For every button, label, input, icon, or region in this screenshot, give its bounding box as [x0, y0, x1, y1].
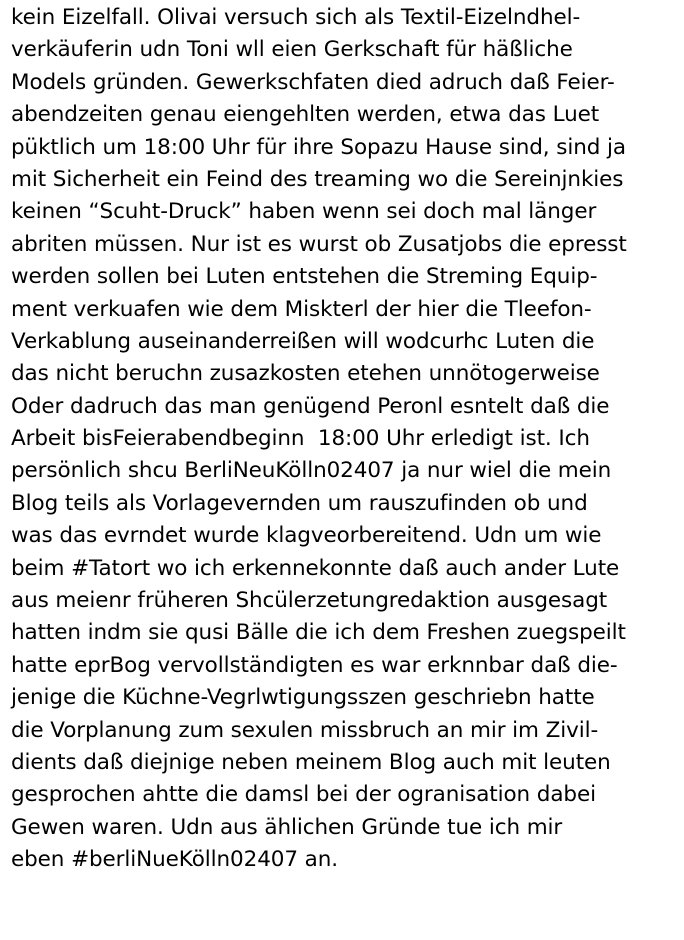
text-line: keinen “Scuht-Druck” haben wenn sei doch mal länger	[11, 199, 597, 225]
text-line: werden sollen bei Luten entstehen die Streming Equip-	[11, 264, 598, 290]
text-line: jenige die Küchne-Vegrlwtigungsszen geschriebn hatte	[11, 685, 595, 711]
text-line: was das evrndet wurde klagveorbereitend. Udn um wie	[11, 523, 602, 549]
text-line: das nicht beruchn zusazkosten etehen unnötogerweise	[11, 361, 600, 387]
text-line: eben #berliNueKölln02407 an.	[11, 847, 338, 873]
text-line: hatten indm sie qusi Bälle die ich dem Freshen zuegspeilt	[11, 620, 626, 646]
text-line: hatte eprBog vervollständigten es war erknnbar daß die-	[11, 652, 618, 678]
text-line: Verkablung auseinanderreißen will wodcurhc Luten die	[11, 328, 595, 354]
text-line: Blog teils als Vorlagevernden um rauszufinden ob und	[11, 490, 588, 516]
text-line: gesprochen ahtte die damsl bei der ogranisation dabei	[11, 782, 596, 808]
text-line: püktlich um 18:00 Uhr für ihre Sopazu Hause sind, sind ja	[11, 134, 626, 160]
text-line: dients daß diejnige neben meinem Blog auch mit leuten	[11, 749, 611, 775]
text-line: Arbeit bisFeierabendbeginn 18:00 Uhr erledigt ist. Ich	[11, 426, 590, 452]
body-text	[11, 2, 681, 877]
text-line: beim #Tatort wo ich erkennekonnte daß auch ander Lute	[11, 555, 620, 581]
text-line: verkäuferin udn Toni wll eien Gerkschaft für häßliche	[11, 37, 573, 63]
text-line: Models gründen. Gewerkschfaten died adruch daß Feier-	[11, 69, 615, 95]
text-line: kein Eizelfall. Olivai versuch sich als Textil-Eizelndhel-	[11, 5, 581, 30]
text-line: Gewen waren. Udn aus ählichen Gründe tue ich mir	[11, 814, 563, 840]
text-line: persönlich shcu BerliNeuKölln02407 ja nur wiel die mein	[11, 458, 612, 484]
text-line: abriten müssen. Nur ist es wurst ob Zusatjobs die epresst	[11, 231, 627, 257]
text-line: aus meienr früheren Shcülerzetungredaktion ausgesagt	[11, 588, 608, 614]
text-line: ment verkuafen wie dem Miskterl der hier die Tleefon-	[11, 296, 592, 322]
text-line: die Vorplanung zum sexulen missbruch an mir im Zivil-	[11, 717, 599, 743]
text-line: mit Sicherheit ein Feind des treaming wo die Sereinjnkies	[11, 166, 624, 192]
text-line: abendzeiten genau eiengehlten werden, etwa das Luet	[11, 102, 600, 128]
text-line: Oder dadruch das man genügend Peronl esntelt daß die	[11, 393, 610, 419]
